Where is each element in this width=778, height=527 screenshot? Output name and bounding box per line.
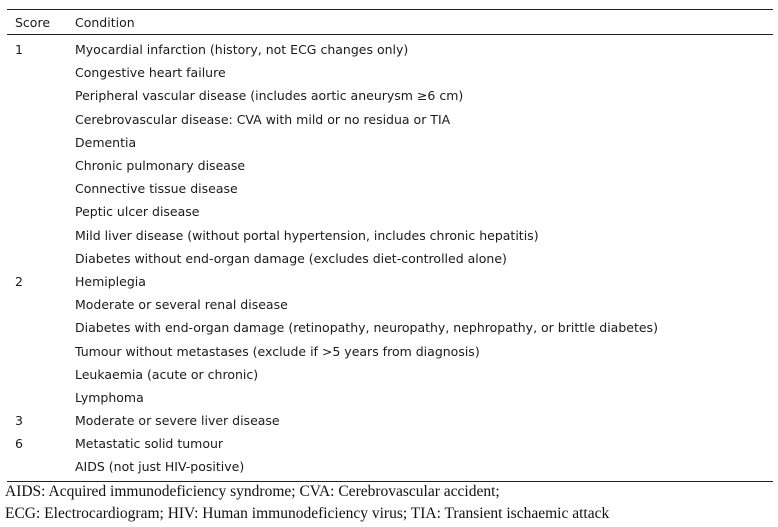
row-score: 1 [15, 42, 23, 58]
table-row [7, 363, 773, 386]
row-condition: Moderate or several renal disease [75, 297, 288, 313]
row-condition: Leukaemia (acute or chronic) [75, 366, 259, 382]
row-condition: Diabetes without end-organ damage (excludes diet-controlled alone) [75, 250, 507, 266]
row-condition: Hemiplegia [75, 273, 146, 289]
row-condition: Peripheral vascular disease (includes aortic aneurysm ≥6 cm) [75, 88, 464, 104]
row-condition: Tumour without metastases (exclude if >5 years from diagnosis) [75, 343, 480, 359]
table-row [7, 61, 773, 84]
row-condition: Peptic ulcer disease [75, 204, 200, 220]
row-score: 2 [15, 273, 23, 289]
table-row [7, 108, 773, 131]
table-footnotes [5, 481, 609, 525]
footnote-line-1: AIDS: Acquired immunodeficiency syndrome; CVA: Cerebrovascular accident; [5, 483, 500, 500]
table-row [7, 38, 773, 61]
footnote-line-2: ECG: Electrocardiogram; HIV: Human immunodeficiency virus; TIA: Transient ischaemic attack [5, 505, 610, 522]
row-condition: Mild liver disease (without portal hypertension, includes chronic hepatitis) [75, 227, 539, 243]
row-condition: Myocardial infarction (history, not ECG changes only) [75, 42, 409, 58]
row-condition: Lymphoma [75, 389, 144, 405]
header-condition: Condition [75, 14, 135, 30]
table-row [7, 293, 773, 316]
row-condition: Chronic pulmonary disease [75, 158, 246, 174]
row-condition: Congestive heart failure [75, 65, 226, 81]
table-row [7, 200, 773, 223]
table-header-row [7, 10, 773, 35]
table-row [7, 224, 773, 247]
row-score: 6 [15, 436, 23, 452]
table-row [7, 409, 773, 432]
header-score: Score [15, 14, 51, 30]
comorbidity-score-table [7, 9, 773, 482]
row-condition: Moderate or severe liver disease [75, 413, 280, 429]
table-row [7, 84, 773, 107]
table-row [7, 177, 773, 200]
table-row [7, 455, 773, 478]
table-row [7, 432, 773, 455]
row-condition: Diabetes with end-organ damage (retinopathy, neuropathy, nephropathy, or brittle diabetes) [75, 320, 658, 336]
row-score: 3 [15, 413, 23, 429]
table-row [7, 386, 773, 409]
table-row [7, 247, 773, 270]
row-condition: Cerebrovascular disease: CVA with mild or no residua or TIA [75, 111, 451, 127]
table-row [7, 339, 773, 362]
row-condition: Metastatic solid tumour [75, 436, 224, 452]
table-row [7, 131, 773, 154]
row-condition: Dementia [75, 134, 137, 150]
table-row [7, 154, 773, 177]
row-condition: AIDS (not just HIV-positive) [75, 459, 245, 475]
row-condition: Connective tissue disease [75, 181, 238, 197]
table-body [7, 35, 773, 481]
table-row [7, 316, 773, 339]
table-row [7, 270, 773, 293]
